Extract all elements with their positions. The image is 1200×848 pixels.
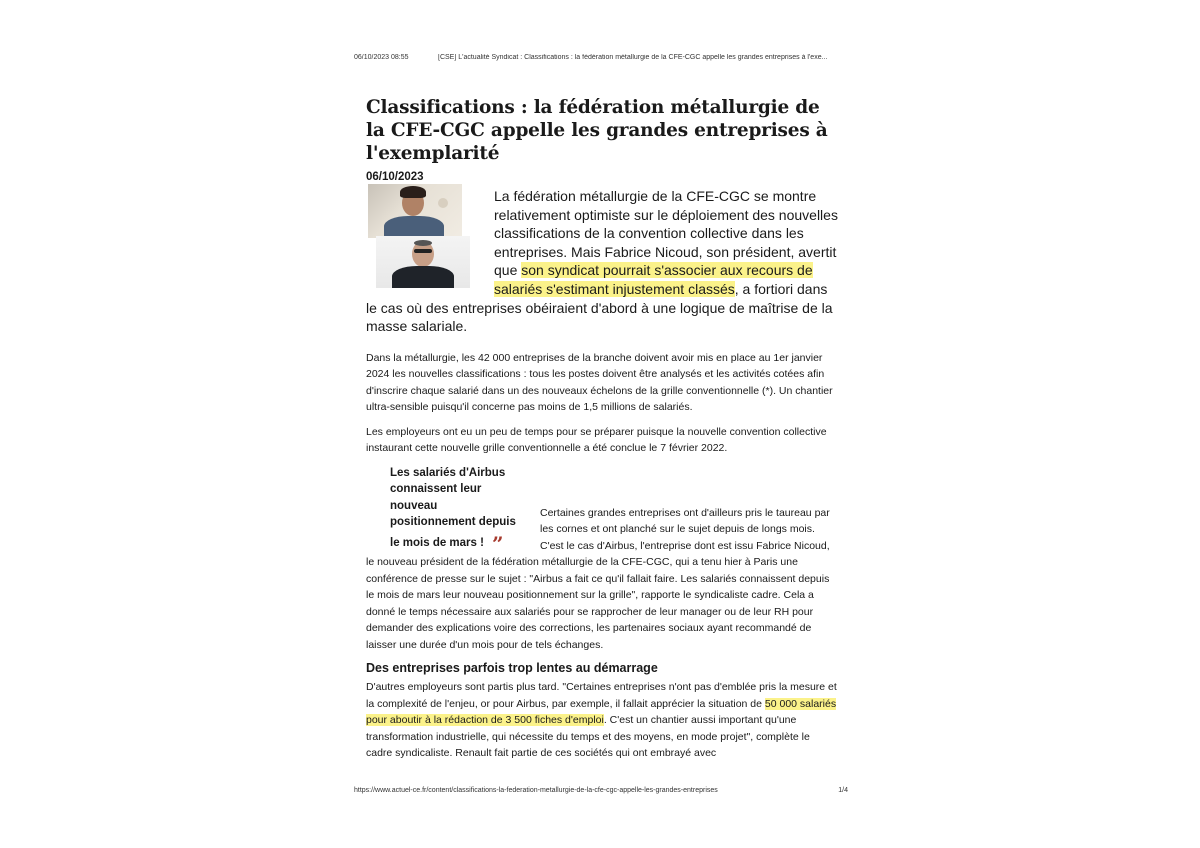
article-lead [366,187,838,336]
pull-quote [390,465,526,556]
paragraph-4-highlight: 50 000 salariés pour aboutir à la rédaction de 3 500 fiches d'emploi [366,697,837,727]
pull-quote-text: Les salariés d'Airbus connaissent leur nouveau positionnement depuis le mois de mars ! [390,466,516,549]
lead-text-end: , a fortiori dans le cas où des entreprises obéiraient d'abord à une logique de maîtrise de la masse salariale. [366,280,833,335]
print-header [354,54,848,61]
article-title: Classifications : la fédération métallurgie de la CFE-CGC appelle les grandes entreprises à l'exemplarité [366,97,828,164]
print-page-title: [CSE] L'actualité Syndicat : Classifications : la fédération métallurgie de la CFE-CGC appelle les grandes entreprises à l'exe... [438,54,828,61]
paragraph-3-text: Certaines grandes entreprises ont d'ailleurs pris le taureau par les cornes et ont planché sur le sujet depuis de longs mois. C'est le cas d'Airbus, l'entreprise dont est issu Fabrice Nicoud, le nouveau président de la fédération métallurgie de la CFE-CGC, qui a tenu hier à Paris une conférence de presse sur le sujet : "Airbus a fait ce qu'il fallait faire. Les salariés connaissent depuis le mois de mars leur nouveau positionnement sur la grille", rapporte le syndicaliste cadre. Cela a donné le temps nécessaire aux salariés pour se rapprocher de leur manager ou de leur RH pour demander des explications voire des corrections, les partenaires sociaux ayant recommandé de laisser une durée d'un mois pour de tels échanges. [366,506,830,651]
portrait-photo-2 [376,236,470,288]
article [366,96,838,762]
lead-highlight: son syndicat pourrait s'associer aux recours de salariés s'estimant injustement classés [494,262,813,297]
print-footer [354,787,848,794]
quote-mark-icon: ” [491,531,504,556]
paragraph-2: Les employeurs ont eu un peu de temps pour se préparer puisque la nouvelle convention collective instaurant cette nouvelle grille conventionnelle a été conclue le 7 février 2022. [366,425,827,455]
article-date: 06/10/2023 [366,171,424,183]
portrait-photo-1 [368,184,462,238]
paragraph-4 [366,679,838,762]
paragraph-4-start: D'autres employeurs sont partis plus tard. "Certaines entreprises n'ont pas d'emblée pris la mesure et la complexité de l'enjeu, or pour Airbus, par exemple, il fallait apprécier la situation de [366,681,837,710]
article-photos [368,184,476,288]
quote-section [366,465,838,654]
section-subheading: Des entreprises parfois trop lentes au démarrage [366,661,658,676]
print-page-number: 1/4 [838,787,848,794]
lead-text-start: La fédération métallurgie de la CFE-CGC se montre relativement optimiste sur le déploiement des nouvelles classifications de la convention collective dans les entreprises. Mais Fabrice Nicoud, son président, avertit que [494,188,838,279]
paragraph-4-end: . C'est un chantier aussi important qu'une transformation industrielle, qui nécessite du temps et des moyens, en mode projet", complète le cadre syndicaliste. Renault fait partie de ces sociétés qui ont embrayé avec [366,714,810,760]
print-datetime: 06/10/2023 08:55 [354,54,409,61]
print-url: https://www.actuel-ce.fr/content/classifications-la-federation-metallurgie-de-la-cfe-cgc-appelle-les-grandes-entreprises [354,787,718,794]
paragraph-1: Dans la métallurgie, les 42 000 entreprises de la branche doivent avoir mis en place au 1er janvier 2024 les nouvelles classifications : tous les postes doivent être analysés et les activités cotées afin d'inscrire chaque salarié dans un des nouveaux échelons de la grille conventionnelle (*). Un chantier ultra-sensible puisqu'il concerne pas moins de 1,5 millions de salariés. [366,351,833,414]
